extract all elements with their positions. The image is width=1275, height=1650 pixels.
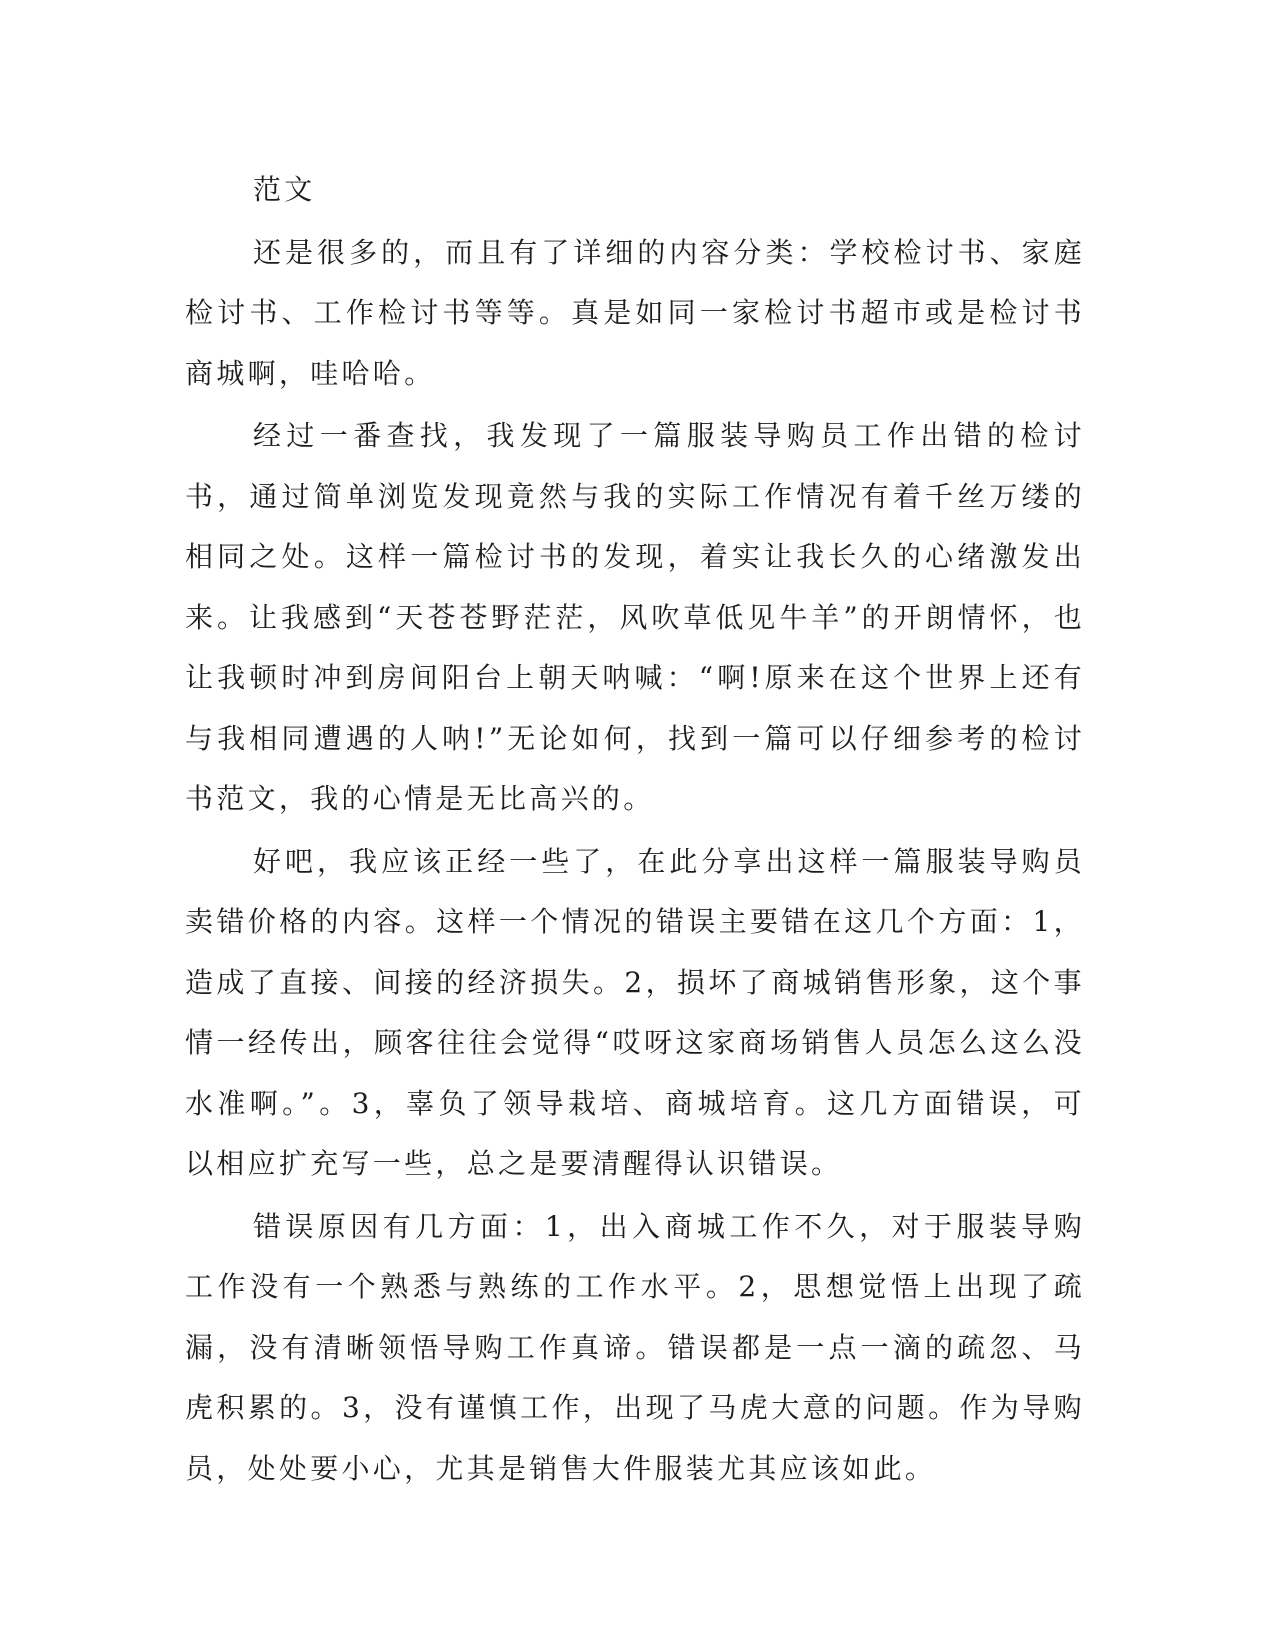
paragraph-4: 错误原因有几方面：1，出入商城工作不久，对于服装导购工作没有一个熟悉与熟练的工作水平。2，思想觉悟上出现了疏漏，没有清晰领悟导购工作真谛。错误都是一点一滴的疏忽、马虎积累的。3，没有谨慎工作，出现了马虎大意的问题。作为导购员，处处要小心，尤其是销售大件服装尤其应该如此。	[185, 1209, 1085, 1485]
paragraph-2: 经过一番查找，我发现了一篇服装导购员工作出错的检讨书，通过简单浏览发现竟然与我的实际工作情况有着千丝万缕的相同之处。这样一篇检讨书的发现，着实让我长久的心绪激发出来。让我感到“天苍苍野茫茫，风吹草低见牛羊”的开朗情怀，也让我顿时冲到房间阳台上朝天呐喊：“啊!原来在这个世界上还有与我相同遭遇的人呐!”无论如何，找到一篇可以仔细参考的检讨书范文，我的心情是无比高兴的。	[185, 419, 1085, 815]
paragraph-heading: 范文	[253, 173, 316, 206]
document-body	[185, 160, 1085, 1501]
paragraph-1: 还是很多的，而且有了详细的内容分类：学校检讨书、家庭检讨书、工作检讨书等等。真是如同一家检讨书超市或是检讨书商城啊，哇哈哈。	[185, 235, 1085, 390]
paragraph-3: 好吧，我应该正经一些了，在此分享出这样一篇服装导购员卖错价格的内容。这样一个情况的错误主要错在这几个方面：1，造成了直接、间接的经济损失。2，损坏了商城销售形象，这个事情一经传出，顾客往往会觉得“哎呀这家商场销售人员怎么这么没水准啊。”。3，辜负了领导栽培、商城培育。这几方面错误，可以相应扩充写一些，总之是要清醒得认识错误。	[185, 844, 1085, 1180]
